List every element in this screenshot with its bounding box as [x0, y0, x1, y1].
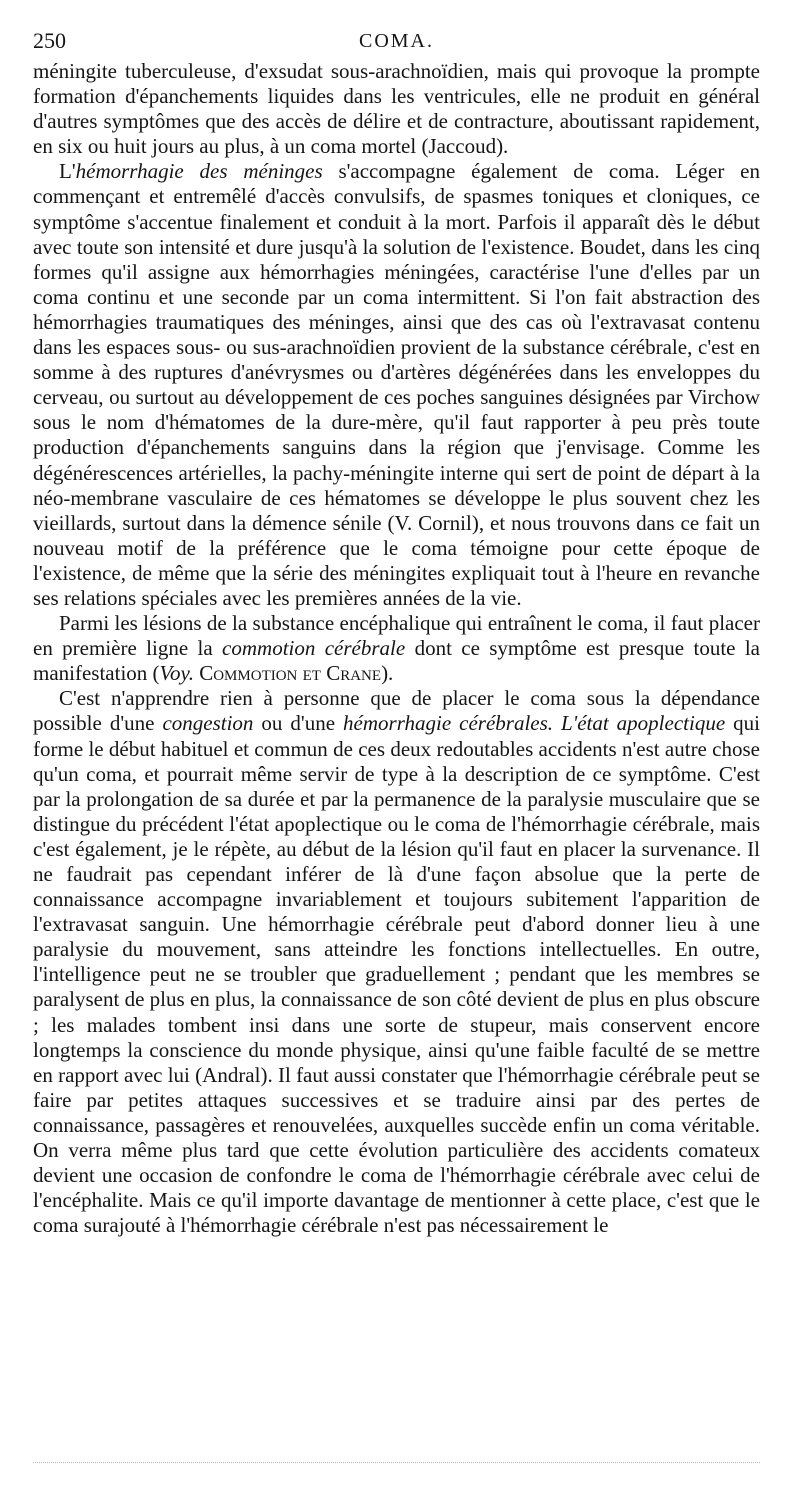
text-run: Parmi les lésions de la substance encéphalique qui entraînent le coma, il faut placer en première ligne la	[33, 611, 760, 661]
page-header	[33, 28, 760, 58]
paragraph	[33, 686, 760, 1238]
text-run: s'accompagne également de coma. Léger en commençant et entremêlé d'accès convulsifs, de spasmes toniques et cloniques, ce symptôme s'accentue finalement et conduit à la mort. Parfois il apparaît dès le début avec toute son intensité et dure jusqu'à la solution de l'existence. Boudet, dans les cinq formes qu'il assigne aux hémorrhagies méningées, caractérise l'une d'elles par un coma continu et une seconde par un coma intermittent. Si l'on fait abstraction des hémorrhagies traumatiques des méninges, ainsi que des cas où l'extravasat contenu dans les espaces sous- ou sus-arachnoïdien provient de la substance cérébrale, c'est en somme à des ruptures d'anévrysmes ou d'artères dégénérées dans les enveloppes du cerveau, ou surtout au développement de ces poches sanguines désignées par Virchow sous le nom d'hématomes de la dure-mère, qu'il faut rapporter à peu près toute production d'épanchements sanguins dans la région que j'envisage. Comme les dégénérescences artérielles, la pachy-méningite interne qui sert de point de départ à la néo-membrane vasculaire de ces hématomes se développe le plus souvent chez les vieillards, surtout dans la démence sénile (V. Cornil), et nous trouvons dans ce fait un nouveau motif de la préférence que le coma témoigne pour cette époque de l'existence, de même que la série des méningites expliquait tout à l'heure en revanche ses relations spéciales avec les premières années de la vie.	[33, 159, 760, 610]
text-run: ).	[381, 661, 394, 686]
text-run: ou d'une	[253, 711, 344, 736]
running-title: COMA.	[358, 30, 434, 52]
smallcaps-text: Commotion et Crane	[199, 661, 382, 686]
footer-rule	[33, 1462, 760, 1463]
italic-text: hémorrhagie cérébrales. L'état apoplectique	[343, 711, 726, 736]
text-run: C'est n'apprendre rien à personne que de placer le coma sous la dépendance possible d'une	[33, 686, 760, 736]
page-number: 250	[33, 28, 66, 53]
text-run: qui forme le début habituel et commun de ces deux redoutables accidents n'est autre chose qu'un coma, et pourrait même servir de type à la description de ce symptôme. C'est par la prolongation de sa durée et par la permanence de la paralysie musculaire que se distingue du précédent l'état apoplectique ou le coma de l'hémorrhagie cérébrale, mais c'est également, je le répète, au début de la lésion qu'il faut en placer la survenance. Il ne faudrait pas cependant inférer de là d'une façon absolue que la perte de connaissance accompagne invariablement et toujours subitement l'apparition de l'extravasat sanguin. Une hémorrhagie cérébrale peut d'abord donner lieu à une paralysie du mouvement, sans atteindre les fonctions intellectuelles. En outre, l'intelligence peut ne se troubler que graduellement ; pendant que les membres se paralysent de plus en plus, la connaissance de son côté devient de plus en plus obscure ; les malades tombent insi dans une sorte de stupeur, mais conservent encore longtemps la conscience du monde physique, ainsi qu'une faible faculté de se mettre en rapport avec lui (Andral). Il faut aussi constater que l'hémorrhagie cérébrale peut se faire par petites attaques successives et se traduire ainsi par des pertes de connaissance, passagères et renouvelées, auxquelles succède enfin un coma véritable. On verra même plus tard que cette évolution particulière des accidents comateux devient une occasion de confondre le coma de l'hémorrhagie cérébrale avec celui de l'encéphalite. Mais ce qu'il importe davantage de mentionner à cette place, c'est que le coma surajouté à l'hémorrhagie cérébrale n'est pas nécessairement le	[33, 711, 760, 1238]
text-run: dont ce symptôme est presque toute la manifestation (	[33, 636, 760, 686]
italic-text: congestion	[162, 711, 254, 736]
italic-text: Voy.	[159, 661, 194, 686]
paragraph	[33, 159, 760, 611]
italic-text: commotion cérébrale	[222, 636, 406, 661]
paragraph	[33, 59, 760, 159]
text-run: méningite tuberculeuse, d'exsudat sous-arachnoïdien, mais qui provoque la prompte formation d'épanchements liquides dans les ventricules, elle ne produit en général d'autres symptômes que des accès de délire et de contracture, aboutissant rapidement, en six ou huit jours au plus, à un coma mortel (Jaccoud).	[33, 59, 760, 159]
paragraph	[33, 611, 760, 686]
italic-text: hémorrhagie des méninges	[75, 159, 323, 184]
text-run: L'	[59, 159, 76, 184]
body-text	[33, 59, 760, 1238]
